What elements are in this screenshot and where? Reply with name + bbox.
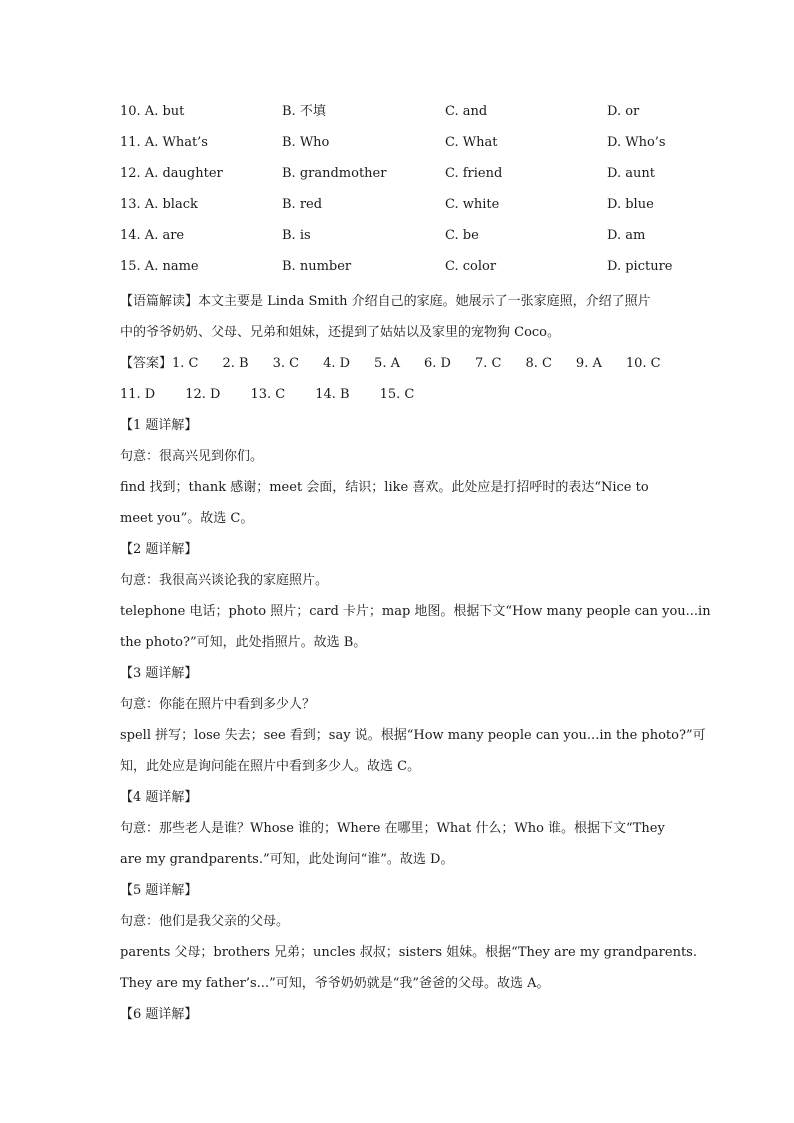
detail-line: spell 拼写；lose 失去；see 看到；say 说。根据“How many people can you...in the photo?”可 <box>120 728 706 743</box>
answer-item: 5. A <box>374 356 400 371</box>
option-c: C. friend <box>445 166 503 181</box>
option-d: D. Who’s <box>607 135 666 150</box>
option-c: C. white <box>445 197 500 212</box>
option-a: 14. A. are <box>120 228 185 243</box>
option-b: B. number <box>282 259 352 274</box>
detail-section-5 <box>120 875 697 999</box>
detail-title: 【4 题详解】 <box>120 790 198 805</box>
detail-title: 【3 题详解】 <box>120 666 198 681</box>
detail-title: 【2 题详解】 <box>120 542 198 557</box>
option-b: B. red <box>282 197 323 212</box>
option-row-11 <box>120 131 680 162</box>
answer-item: 12. D <box>185 387 221 402</box>
option-row-14 <box>120 224 680 255</box>
detail-line: 句意：很高兴见到你们。 <box>120 449 264 464</box>
summary-line: 中的爷爷奶奶、父母、兄弟和姐妹，还提到了姑姑以及家里的宠物狗 Coco。 <box>120 325 561 340</box>
answer-item: 4. D <box>323 356 351 371</box>
option-a: 10. A. but <box>120 104 185 119</box>
option-b: B. 不填 <box>282 104 326 119</box>
answer-row <box>120 379 680 410</box>
option-b: B. is <box>282 228 311 243</box>
detail-line: They are my father’s...”可知，爷爷奶奶就是“我”爸爸的父母。故选 A。 <box>120 976 550 991</box>
answer-label: 【答案】 <box>120 356 173 371</box>
answer-item: 7. C <box>474 356 502 371</box>
option-c: C. color <box>445 259 497 274</box>
detail-section-2 <box>120 534 711 658</box>
option-d: D. aunt <box>607 166 655 181</box>
detail-title: 【5 题详解】 <box>120 883 198 898</box>
passage-summary <box>120 286 680 348</box>
option-d: D. or <box>607 104 640 119</box>
detail-line: find 找到；thank 感谢；meet 会面，结识；like 喜欢。此处应是打招呼时的表达“Nice to <box>120 480 649 495</box>
answer-item: 15. C <box>379 387 415 402</box>
detail-section-6 <box>120 999 680 1030</box>
option-a: 15. A. name <box>120 259 199 274</box>
option-c: C. be <box>445 228 479 243</box>
option-a: 12. A. daughter <box>120 166 223 181</box>
option-b: B. Who <box>282 135 330 150</box>
detail-line: are my grandparents.”可知，此处询问“谁”。故选 D。 <box>120 852 454 867</box>
detail-title: 【6 题详解】 <box>120 1007 198 1022</box>
answer-item: 13. C <box>250 387 286 402</box>
detail-section-1 <box>120 410 680 534</box>
answer-item: 8. C <box>525 356 552 371</box>
answer-item: 3. C <box>272 356 300 371</box>
answer-item: 14. B <box>315 387 350 402</box>
option-d: D. blue <box>607 197 654 212</box>
option-c: C. What <box>445 135 498 150</box>
detail-title: 【1 题详解】 <box>120 418 198 433</box>
detail-line: meet you”。故选 C。 <box>120 511 254 526</box>
detail-line: 句意：我很高兴谈论我的家庭照片。 <box>120 573 329 588</box>
option-row-10 <box>120 100 680 131</box>
answer-item: 6. D <box>423 356 451 371</box>
answer-item: 9. A <box>575 356 602 371</box>
answer-key <box>120 348 680 410</box>
detail-line: 句意：你能在照片中看到多少人？ <box>120 697 316 712</box>
option-d: D. picture <box>607 259 673 274</box>
answer-item: 11. D <box>120 387 156 402</box>
answer-item: 2. B <box>222 356 249 371</box>
detail-line: parents 父母；brothers 兄弟；uncles 叔叔；sisters 姐妹。根据“They are my grandparents. <box>120 945 697 960</box>
option-b: B. grandmother <box>282 166 387 181</box>
option-row-12 <box>120 162 680 193</box>
option-row-15 <box>120 255 680 286</box>
detail-line: 知，此处应是询问能在照片中看到多少人。故选 C。 <box>120 759 421 774</box>
detail-line: 句意：那些老人是谁？Whose 谁的；Where 在哪里；What 什么；Who 谁。根据下文“They <box>120 821 665 836</box>
detail-line: 句意：他们是我父亲的父母。 <box>120 914 290 929</box>
page-content <box>120 100 711 1030</box>
option-d: D. am <box>607 228 646 243</box>
detail-line: telephone 电话；photo 照片；card 卡片；map 地图。根据下文“How many people can you...in <box>120 604 711 619</box>
option-a: 11. A. What’s <box>120 135 208 150</box>
option-c: C. and <box>445 104 488 119</box>
option-a: 13. A. black <box>120 197 198 212</box>
detail-section-3 <box>120 658 706 782</box>
answer-item: 1. C <box>172 356 199 371</box>
detail-line: the photo?”可知，此处指照片。故选 B。 <box>120 635 367 650</box>
summary-line: 【语篇解读】本文主要是 Linda Smith 介绍自己的家庭。她展示了一张家庭照，介绍了照片 <box>120 294 651 309</box>
answer-row <box>120 348 680 379</box>
option-row-13 <box>120 193 680 224</box>
answer-item: 10. C <box>625 356 661 371</box>
options-table <box>120 100 680 286</box>
detail-section-4 <box>120 782 680 875</box>
